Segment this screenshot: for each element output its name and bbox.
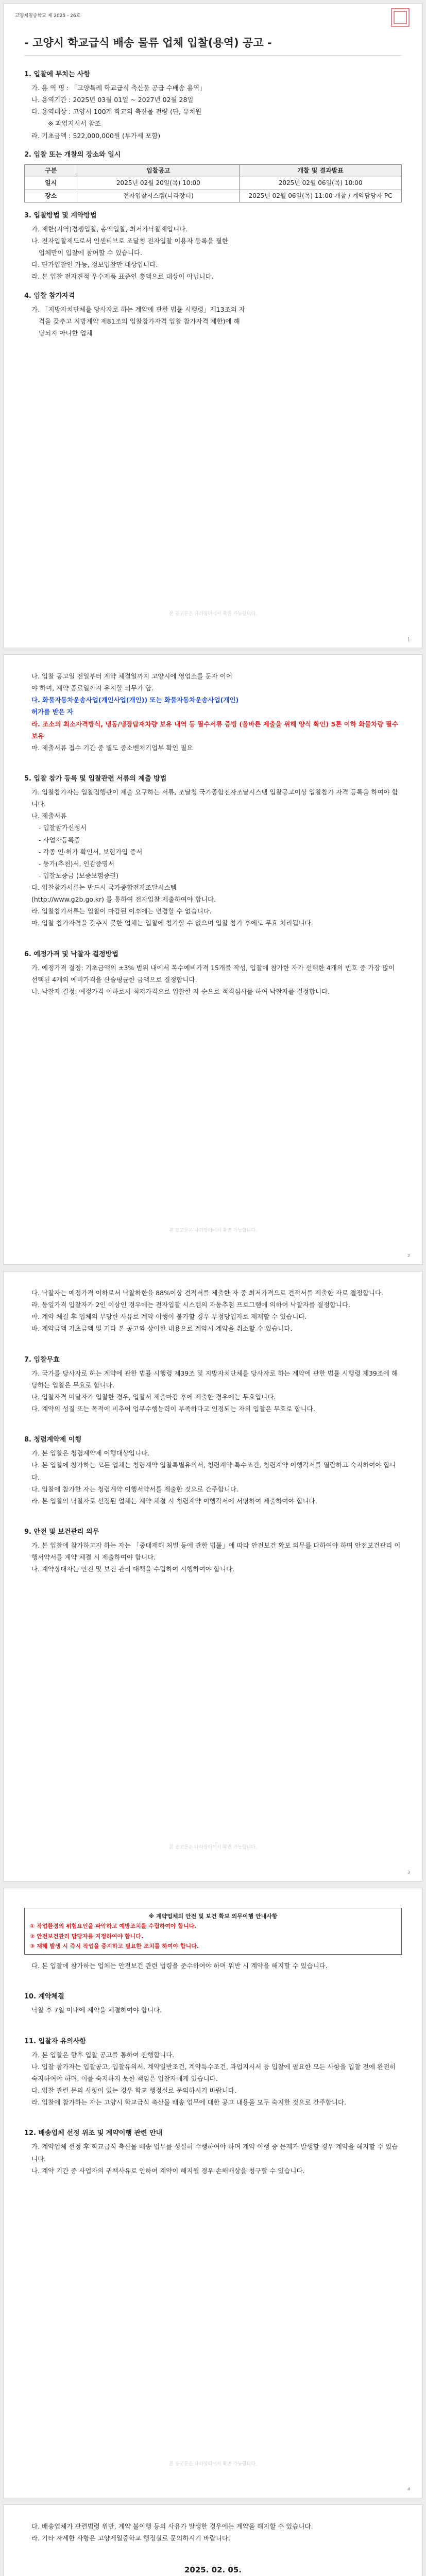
section-heading: 4. 입찰 참가자격: [24, 292, 75, 300]
section-line: 나. 전자입찰제도로서 인센티브로 조달청 전자입찰 이용자 등록을 필한: [31, 237, 228, 245]
section-line: 가. 본 입찰에 참가하고자 하는 자는 「중대재해 처벌 등에 관한 법률」에 따라 안전보건 확보 의무를 다하여야 하며 안전보건관리 이행서약서를 계약 체결 시 제출하여야 합니다.: [31, 1541, 401, 1562]
section-line: 허가를 받은 자: [31, 708, 74, 716]
page-1: [3, 3, 423, 648]
section-line: 나. 계약 기간 중 사업자의 귀책사유로 인하여 계약이 해지될 경우 손해배상을 청구할 수 있습니다.: [31, 2166, 305, 2175]
section-line: 가. 용 역 명 : 「고양특례 학교급식 축산물 공급 수배송 용역」: [31, 84, 206, 92]
divider: [24, 55, 402, 56]
schedule-table: [24, 164, 402, 202]
section-line: 나. 입찰 참가자는 입찰공고, 입찰유의서, 계약일반조건, 계약특수조건, 과업지시서 등 입찰에 필요한 모든 사항을 입찰 전에 완전히 숙지하여야 하며, 이를 숙지하지 못한 책임은 입찰자에게 있습니다.: [31, 2062, 396, 2082]
section-line: - 각종 인·허가 확인서, 보험가입 증서: [39, 848, 143, 856]
notice-line: ③ 재해 발생 시 즉시 작업을 중지하고 필요한 조치를 하여야 합니다.: [30, 1942, 199, 1950]
section-line: - 입찰참가신청서: [39, 824, 87, 832]
section-line: [24, 2016, 402, 2028]
section-line: 나. 입찰 공고일 전일부터 계약 체결일까지 고양시에 영업소를 둔자 이어: [31, 672, 232, 680]
section-line: 마. 제출서류 접수 기간 중 별도 중소벤처기업부 확인 필요: [31, 743, 193, 752]
section-line: [24, 754, 402, 766]
section-line: 나. 제출서류: [31, 812, 67, 820]
section-line: 낙찰 후 7일 이내에 계약을 체결하여야 합니다.: [31, 2006, 162, 2014]
watermark-text: 본 공고문은 나라장터에서 확인 가능합니다.: [169, 612, 257, 617]
section-line: 마. 입찰 참가자격을 갖추지 못한 업체는 입찰에 참가할 수 없으며 입찰 참가 후에도 무효 처리됩니다.: [31, 919, 313, 927]
page-number: 3: [407, 1870, 410, 1875]
page-title: - 고양시 학교급식 배송 물류 업체 입찰(용역) 공고 -: [24, 37, 272, 49]
section-line: 라. 기타 자세한 사항은 고양제일중학교 행정실로 문의하시기 바랍니다.: [31, 2534, 230, 2543]
section-heading: 3. 입찰방법 및 계약방법: [24, 211, 97, 219]
section-heading: 2025. 02. 05.: [184, 2565, 242, 2575]
table-header: 구분: [25, 164, 77, 177]
section-line: 나. 계약상대자는 안전 및 보건 관리 대책을 수립하여 시행하여야 합니다.: [31, 1565, 234, 1573]
table-cell: 일시: [25, 177, 77, 190]
section-line: - 사업자등록증: [39, 836, 80, 844]
section-line: 가. 제한(지역)경쟁입찰, 총액입찰, 최저가낙찰제입니다.: [31, 225, 188, 233]
section-heading: 2. 입찰 또는 개찰의 장소와 일시: [24, 150, 121, 159]
section-line: 다. 배송업체가 관련법령 위반, 계약 불이행 등의 사유가 발생한 경우에는 계약을 해지할 수 있습니다.: [31, 2522, 313, 2530]
section-line: 업체만이 입찰에 참여할 수 있습니다.: [39, 249, 142, 257]
notice-line: ① 작업환경의 위험요인을 파악하고 예방조치를 수립하여야 합니다.: [30, 1923, 197, 1930]
section-line: 나. 본 입찰에 참가하는 모든 업체는 청렴계약 입찰특별유의서, 청렴계약 특수조건, 청렴계약 이행각서를 열람하고 숙지하여야 합니다.: [31, 1461, 396, 1481]
page-number: 4: [407, 2487, 410, 2492]
school-seal-icon: [389, 7, 411, 28]
section-line: 다. 입찰 관련 문의 사항이 있는 경우 학교 행정실로 문의하시기 바랍니다.: [31, 2086, 236, 2094]
section-heading: 9. 안전 및 보건관리 의무: [24, 1528, 99, 1536]
section-line: 가. 본 입찰은 청렴계약제 이행대상입니다.: [31, 1449, 150, 1458]
section-line: - 입찰보증금 (보증보험증권): [39, 871, 119, 879]
section-heading: 12. 배송업체 선정 위조 및 계약이행 관련 안내: [24, 2129, 163, 2138]
section-line: 마. 계약 체결 후 업체의 부당한 사유로 계약 이행이 불가할 경우 부정당업자로 제재할 수 있습니다.: [31, 1313, 307, 1321]
table-header: 입찰공고: [77, 164, 240, 177]
section-line: (http://www.g2b.go.kr) 를 통하여 전자입찰 제출하여야 합니다.: [31, 895, 216, 904]
notice-body: [24, 1904, 402, 2177]
section-line: 가. 예정가격 결정: 기초금액의 ±3% 범위 내에서 복수예비가격 15개를 작성, 입찰에 참가한 자가 선택한 4개의 번호 중 가장 많이 선택된 4개의 예비가격을 산술평균한 금액으로 결정합니다.: [31, 963, 395, 984]
section-heading: 11. 입찰자 유의사항: [24, 2037, 86, 2045]
section-line: 당되지 아니한 업체: [39, 329, 93, 337]
table-row: [25, 177, 402, 190]
section-line: 라. 동일가격 입찰자가 2인 이상인 경우에는 전자입찰 시스템의 자동추첨 프로그램에 의하여 낙찰자를 결정합니다.: [31, 1301, 351, 1309]
section-line: 나. 입찰자격 미달자가 입찰한 경우, 입찰서 제출마감 후에 제출한 경우에는 무효입니다.: [31, 1393, 276, 1401]
notice-body: [24, 2520, 402, 2576]
safety-notice-box: [24, 1908, 402, 1955]
section-line: 다. 입찰참가서류는 반드시 국가종합전자조달시스템: [31, 884, 177, 892]
page-5: [3, 2504, 423, 2576]
page-3: [3, 1271, 423, 1882]
section-line: 라. 조소의 최소자격방식, 냉동/냉장탑재차량 보유 내역 등 필수서류 증빙 (올바른 제출을 위해 양식 확인) 5톤 이하 화물차량 필수 보유: [31, 720, 398, 740]
section-line: 다. 용역대상 : 고양시 100개 학교의 축산물 전량 (단, 유치원: [31, 108, 202, 116]
page-4: [3, 1888, 423, 2498]
section-line: 바. 계약금액 기초금액 및 기타 본 공고와 상이한 내용으로 계약시 계약을 취소할 수 있습니다.: [31, 1325, 293, 1333]
watermark-text: 본 공고문은 나라장터에서 확인 가능합니다.: [169, 2462, 257, 2467]
notice-body: [24, 670, 402, 997]
section-line: - 동가(추천)서, 인감증명서: [39, 859, 114, 868]
section-line: 가. 국가를 당사자로 하는 계약에 관한 법률 시행령 제39조 및 지방자치단체를 당사자로 하는 계약에 관한 법률 시행령 제39조에 해당하는 입찰은 무효로 합니다.: [31, 1369, 398, 1389]
section-line: 라. 본 입찰의 낙찰자로 선정된 업체는 계약 체결 시 청렴계약 이행각서에 서명하여 제출하여야 합니다.: [31, 1497, 317, 1505]
section-line: 라. 기초금액 : 522,000,000원 (부가세 포함): [31, 131, 161, 140]
table-cell: 2025년 02월 06일(목) 11:00 개찰 / 계약담당자 PC: [240, 190, 402, 202]
table-cell: 전자입찰시스템(나라장터): [77, 190, 240, 202]
section-line: 다. 낙찰자는 예정가격 이하로서 낙찰하한율 88%이상 견적서를 제출한 자 중 최저가격으로 견적서를 제출한 자로 결정합니다.: [31, 1289, 384, 1297]
section-line: 나. 용역기간 : 2025년 03월 01일 ~ 2027년 02월 28일: [31, 96, 194, 104]
section-line: 다. 입찰에 참가한 자는 청렴계약 이행서약서를 제출한 것으로 간주합니다.: [31, 1485, 238, 1493]
section-line: 나. 낙찰자 결정: 예정가격 이하로서 최저가격으로 입찰한 자 순으로 적격심사를 하여 낙찰자를 결정합니다.: [31, 987, 330, 995]
section-line: 가. 「지방자치단체를 당사자로 하는 계약에 관한 법률 시행령」제13조의 자: [31, 305, 245, 313]
section-line: [24, 2108, 402, 2120]
section-line: 다. 화물자동차운송사업(개인사업(개인)) 또는 화물자동차운송사업(개인): [31, 696, 239, 704]
section-heading: 1. 입찰에 부치는 사항: [24, 71, 91, 78]
page-2: [3, 654, 423, 1265]
section-line: ※ 과업지시서 참조: [48, 120, 101, 128]
notice-body: [24, 61, 402, 339]
watermark-text: 본 공고문은 나라장터에서 확인 가능합니다.: [169, 1228, 257, 1233]
page-number: 1: [407, 637, 410, 641]
section-line: 라. 입찰참가서류는 입찰이 마감된 이후에는 변경할 수 없습니다.: [31, 907, 212, 916]
notice-title: ※ 계약업체의 안전 및 보건 확보 의무이행 안내사항: [148, 1913, 278, 1920]
section-line: 라. 입찰에 참가하는 자는 고양시 학교급식 축산물 배송 업무에 대한 공고 내용을 모두 숙지한 것으로 간주합니다.: [31, 2098, 346, 2107]
section-heading: 6. 예정가격 및 낙찰자 결정방법: [24, 950, 118, 958]
section-heading: 7. 입찰무효: [24, 1355, 60, 1364]
page-number: 2: [407, 1253, 410, 1258]
section-heading: 10. 계약체결: [24, 1993, 64, 2001]
section-heading: 5. 입찰 참가 등록 및 입찰관련 서류의 제출 방법: [24, 775, 167, 783]
section-line: 라. 본 입찰 전자견적 우수제품 표준인 총액으로 대상이 아닙니다.: [31, 273, 214, 281]
notice-body-lines: [24, 1960, 402, 2177]
section-line: [24, 1972, 402, 1984]
section-line: 다. 본 입찰에 참가하는 업체는 안전보건 관련 법령을 준수하여야 하며 위반 시 계약을 해지할 수 있습니다.: [31, 1962, 328, 1970]
section-line: [24, 1415, 402, 1427]
section-line: [24, 2544, 402, 2556]
table-cell: 장소: [25, 190, 77, 202]
section-line: 야 하며, 계약 종료일까지 유지할 의무가 함.: [31, 684, 154, 692]
section-line: 격을 갖추고 지방계약 제81조의 입찰참가자격 입찰 참가자격 제한)에 해: [39, 317, 240, 325]
table-cell: 2025년 02월 20일(목) 10:00: [77, 177, 240, 190]
section-line: [24, 1335, 402, 1347]
notice-line: ② 안전보건관리 담당자를 지정하여야 합니다.: [30, 1933, 144, 1940]
section-line: 다. 단가입찰인 가능, 정보입찰만 대상입니다.: [31, 261, 158, 269]
section-line: 가. 계약업체 선정 후 학교급식 축산물 배송 업무를 성실히 수행하여야 하며 계약 이행 중 문제가 발생할 경우 계약을 해지할 수 있습니다.: [31, 2143, 398, 2163]
section-line: [24, 1507, 402, 1519]
table-cell: 2025년 02월 06일(목) 10:00: [240, 177, 402, 190]
section-heading: 8. 청렴계약제 이행: [24, 1436, 81, 1444]
table-header: 개찰 및 결과발표: [240, 164, 402, 177]
section-line: [24, 929, 402, 941]
table-row: [25, 190, 402, 202]
section-line: 다. 계약의 성질 또는 목적에 비추어 업무수행능력이 부족하다고 인정되는 자의 입찰은 무효로 합니다.: [31, 1405, 315, 1413]
section-line: 가. 본 입찰은 향후 입찰 공고를 통하여 진행합니다.: [31, 2050, 175, 2059]
watermark-text: 본 공고문은 나라장터에서 확인 가능합니다.: [169, 1845, 257, 1850]
section-line: 가. 입찰참가자는 입찰집행관이 제출 요구하는 서류, 조달청 국가종합전자조달시스템 입찰공고이상 입찰참가 자격 등록을 하여야 합니다.: [31, 788, 398, 808]
notice-body: [24, 1287, 402, 1575]
document-number: 고양제일중학교 제 2025 - 26호: [15, 13, 81, 19]
